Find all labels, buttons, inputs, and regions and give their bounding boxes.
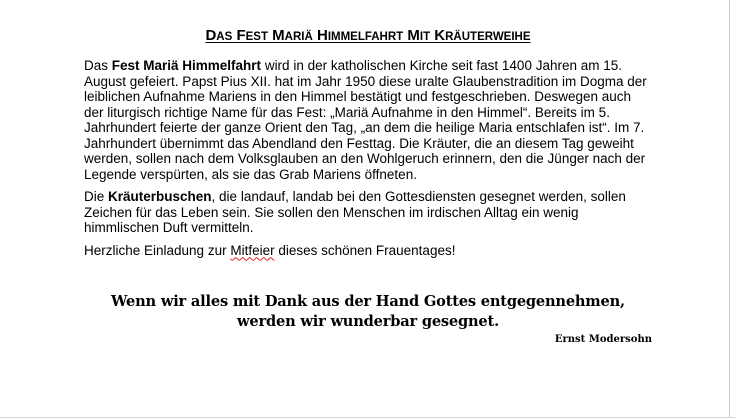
spellcheck-marked-word[interactable]: Mitfeier: [230, 242, 275, 258]
quote-line-2: werden wir wunderbar gesegnet.: [237, 313, 499, 330]
herb-bundle-term: Kräuterbuschen: [108, 189, 212, 204]
closing-quote: [60, 292, 676, 332]
feast-name: Fest Mariä Himmelfahrt: [111, 58, 262, 73]
document-body: [84, 58, 650, 265]
paragraph-history: Das Fest Mariä Himmelfahrt wird in der katholischen Kirche seit fast 1400 Jahren am 15. August gefeiert. Papst Pius XII. hat im Jahr 1950 diese uralte Glaubenstradition im Dogma der leiblichen Aufnahme Mariens in den Himmel bestätigt und festgeschrieben. Deswegen auch der liturgisch richtige Name für das Fest: „Mariä Aufnahme in den Himmel“. Bereits im 5. Jahrhundert feierte der ganze Orient den Tag, „an dem die heilige Maria entschlafen ist“. Im 7. Jahrhundert übernimmt das Abendland den Festtag. Die Kräuter, die an diesem Tag geweiht werden, sollen nach dem Volksglauben an den Wohlgeruch erinnern, den die Jünger nach der Legende verspürten, als sie das Grab Mariens öffneten.: [84, 58, 647, 182]
paragraph-invitation: Herzliche Einladung zur Mitfeier dieses schönen Frauentages!: [84, 242, 456, 258]
quote-author: Ernst Modersohn: [554, 334, 652, 345]
document-title: DAS FEST MARIÄ HIMMELFAHRT MIT KRÄUTERWEIHE: [205, 27, 531, 44]
quote-line-1: Wenn wir alles mit Dank aus der Hand Gottes entgegennehmen,: [111, 293, 625, 310]
paragraph-herbs: Die Kräuterbuschen, die landauf, landab bei den Gottesdiensten gesegnet werden, sollen Zeichen für das Leben sein. Sie sollen den Menschen im irdischen Alltag ein wenig himmlischen Duft vermitteln.: [84, 189, 626, 235]
page-edge-right: [729, 0, 730, 418]
